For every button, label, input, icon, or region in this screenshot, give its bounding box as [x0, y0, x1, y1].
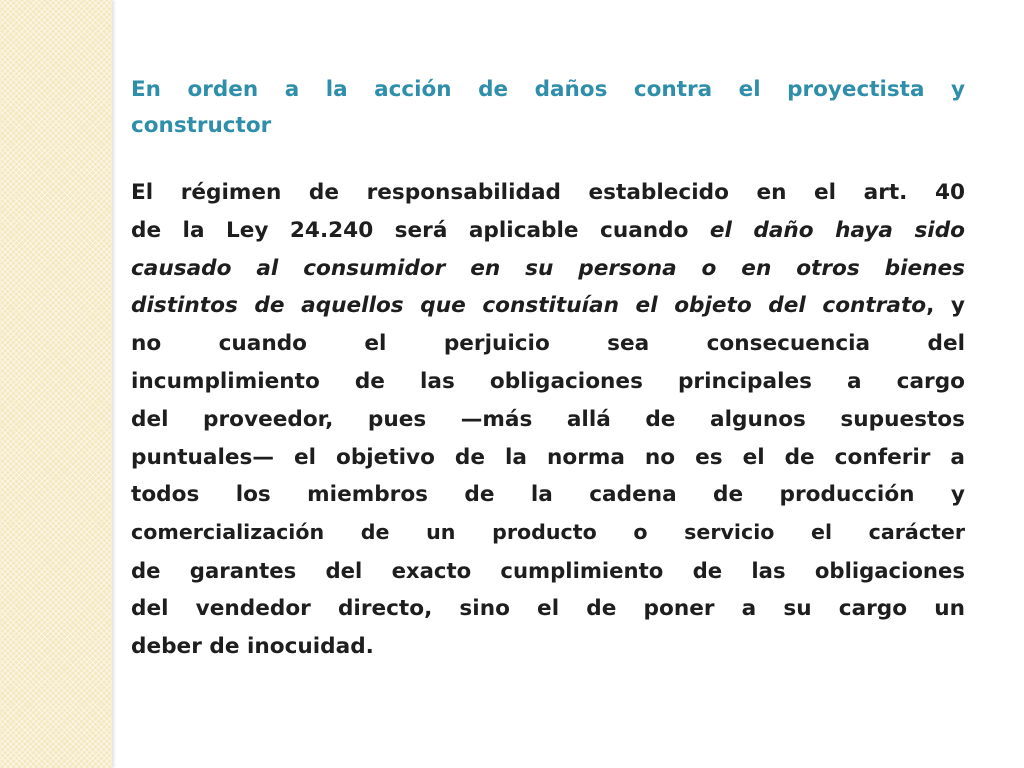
body-line	[131, 401, 965, 439]
body-paragraph	[131, 174, 965, 665]
text-run: puntuales— el objetivo de la norma no es el de conferir a	[131, 444, 965, 470]
body-line	[131, 250, 965, 288]
text-run: , y	[926, 293, 965, 319]
text-run: de garantes del exacto cumplimiento de las obligaciones	[131, 557, 965, 583]
text-run: comercialización de un producto o servicio el carácter	[131, 520, 965, 545]
body-line	[131, 628, 965, 666]
text-run: del vendedor directo, sino el de poner a su cargo un	[131, 595, 965, 621]
text-run: deber de inocuidad.	[131, 633, 374, 659]
body-line	[131, 363, 965, 401]
body-line	[131, 174, 965, 212]
body-line	[131, 590, 965, 628]
italic-text-run: distintos de aquellos que constituían el objeto del contrato	[131, 293, 927, 319]
body-line	[131, 514, 965, 552]
body-line	[131, 287, 965, 325]
body-line	[131, 552, 965, 590]
text-run: todos los miembros de la cadena de producción y	[131, 482, 965, 508]
body-line	[131, 476, 965, 514]
heading-line: constructor	[131, 113, 272, 138]
text-run: de la Ley 24.240 será aplicable cuando	[131, 217, 710, 243]
decorative-side-band	[0, 0, 112, 768]
slide-content	[131, 72, 965, 665]
heading-line: En orden a la acción de daños contra el proyectista y	[131, 77, 965, 102]
text-run: no cuando el perjuicio sea consecuencia del	[131, 331, 965, 357]
italic-text-run: el daño haya sido	[709, 217, 965, 243]
text-run: del proveedor, pues —más allá de algunos supuestos	[131, 406, 965, 432]
text-run: El régimen de responsabilidad establecido en el art. 40	[131, 180, 965, 205]
italic-text-run: causado al consumidor en su persona o en otros bienes	[131, 255, 965, 281]
text-run: incumplimiento de las obligaciones principales a cargo	[131, 368, 965, 394]
body-line	[131, 325, 965, 363]
body-line	[131, 439, 965, 477]
slide-heading	[131, 72, 965, 144]
body-line	[131, 212, 965, 250]
